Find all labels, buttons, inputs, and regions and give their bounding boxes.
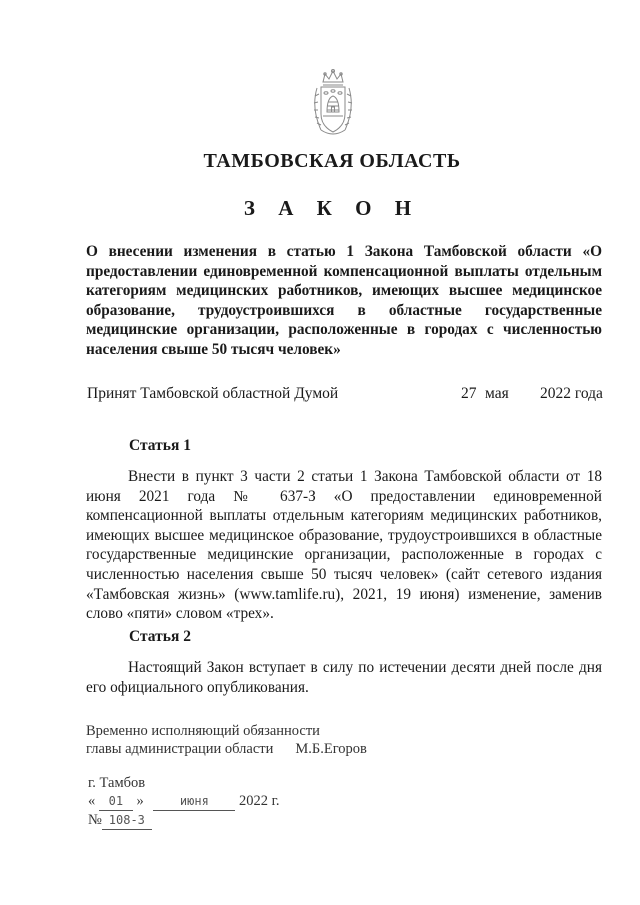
adoption-day: 27 (461, 385, 477, 402)
law-title: О внесении изменения в статью 1 Закона Тамбовской области «О предоставлении единовременной компенсационной выплаты отдельным категориям медицинских работников, имеющих высшее медицинское образование, трудоустроившихся в областные государственные медицинские организации, расположенные в городах с численностью населения свыше 50 тысяч человек» (86, 243, 602, 358)
law-number-prefix: № (88, 812, 102, 828)
signature-block (86, 722, 367, 758)
adoption-month: мая (485, 385, 509, 402)
city: г. Тамбов (88, 775, 146, 791)
place-and-date (88, 774, 280, 830)
signatory-name: М.Б.Егоров (295, 741, 367, 757)
signatory-position-line2 (86, 740, 367, 758)
signing-month: июня (153, 792, 235, 811)
region-title: ТАМБОВСКАЯ ОБЛАСТЬ (203, 150, 461, 172)
signatory-position-text: главы администрации области (86, 741, 274, 757)
law-number-value: 108-З (102, 811, 152, 830)
article-2-text: Настоящий Закон вступает в силу по истечении десяти дней после дня его официального опубликования. (86, 659, 602, 696)
article-1-text: Внести в пункт 3 части 2 статьи 1 Закона Тамбовской области от 18 июня 2021 года № 637-З «О предоставлении единовременной компенсационной выплаты отдельным категориям медицинских работников, имеющих высшее медицинское образование, трудоустроившихся в областные государственные медицинские организации, расположенные в городах с численностью населения свыше 50 тысяч человек» (сайт сетевого издания «Тамбовская жизнь» (www.tamlife.ru), 2021, 19 июня) изменение, заменив слово «пяти» словом «трех». (86, 468, 602, 623)
signatory-position-line1: Временно исполняющий обязанности (86, 723, 320, 739)
date-close-quote: » (136, 793, 144, 809)
document-type: З А К О Н (243, 196, 421, 220)
signing-date (88, 792, 280, 811)
adopted-by: Принят Тамбовской областной Думой (87, 385, 339, 402)
article-1-heading: Статья 1 (129, 437, 191, 454)
date-open-quote: « (88, 793, 96, 809)
law-number (88, 811, 280, 830)
article-2-heading: Статья 2 (129, 628, 191, 645)
signing-day: 01 (99, 792, 133, 811)
signing-year: 2022 г. (239, 793, 280, 809)
tambov-coat-of-arms-icon (307, 68, 359, 138)
adoption-year: 2022 года (540, 385, 603, 402)
